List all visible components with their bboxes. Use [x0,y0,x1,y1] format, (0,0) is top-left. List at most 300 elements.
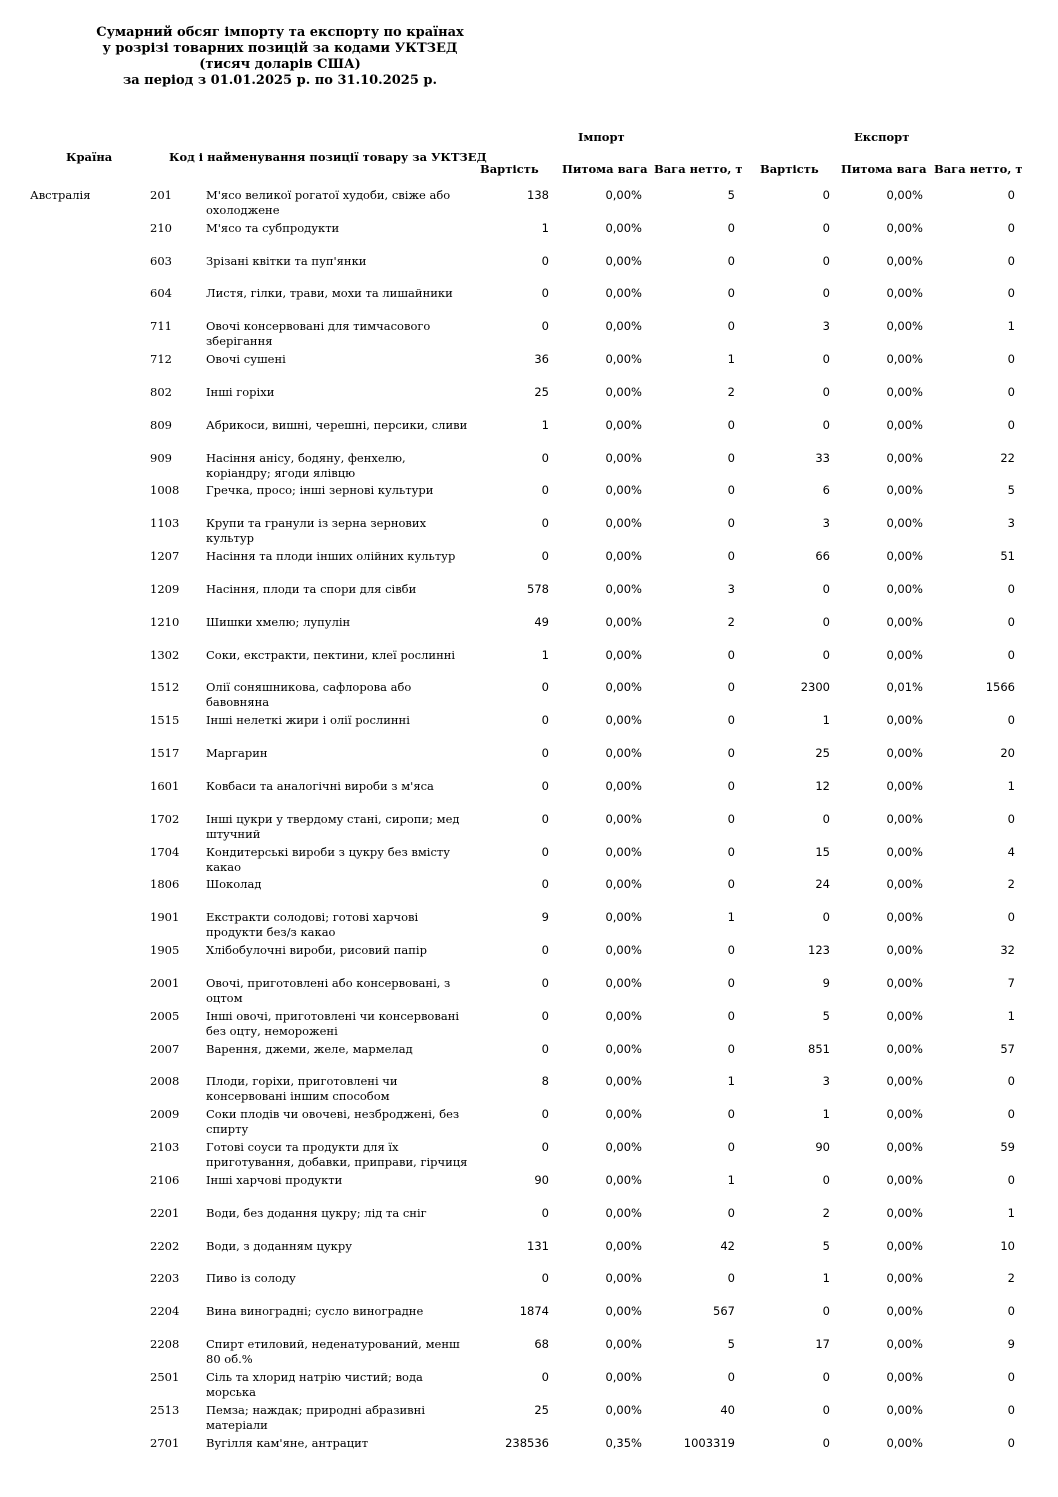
cell-export-weight: 20 [1000,746,1015,761]
cell-export-share: 0,00% [886,220,923,235]
table-row [0,711,1058,744]
cell-code: 1704 [150,844,180,859]
cell-export-value: 0 [822,1369,830,1384]
cell-country: Австралія [30,188,91,202]
cell-name: Соки плодів чи овочеві, незброджені, без спирту [206,1107,460,1137]
cell-export-share: 0,00% [886,647,923,662]
cell-import-share: 0,00% [605,680,642,695]
cell-name: Крупи та гранули із зерна зернових культур [206,516,427,546]
cell-name: Готові соуси та продукти для їх приготування, добавки, приправи, гірчиця [206,1140,468,1170]
cell-export-value: 24 [815,877,830,892]
cell-import-value: 0 [541,1008,549,1023]
cell-code: 802 [150,384,172,399]
cell-import-share: 0,00% [605,516,642,531]
cell-code: 1103 [150,516,180,531]
cell-import-share: 0,00% [605,319,642,334]
cell-import-share: 0,00% [605,1205,642,1220]
cell-import-weight: 2 [727,384,735,399]
cell-import-value: 9 [541,910,549,925]
cell-import-weight: 0 [727,1271,735,1286]
cell-import-value: 0 [541,450,549,465]
cell-export-share: 0,00% [886,450,923,465]
cell-code: 1517 [150,746,180,761]
cell-export-weight: 0 [1007,1435,1015,1450]
cell-export-share: 0,00% [886,844,923,859]
cell-import-value: 0 [541,844,549,859]
cell-code: 1601 [150,778,180,793]
cell-name: Овочі консервовані для тимчасового зберігання [206,319,431,349]
cell-export-weight: 1 [1007,319,1015,334]
cell-name: Хлібобулочні вироби, рисовий папір [206,943,427,958]
cell-export-weight: 0 [1007,1304,1015,1319]
cell-export-weight: 0 [1007,1369,1015,1384]
cell-import-share: 0,00% [605,844,642,859]
cell-export-share: 0,00% [886,1041,923,1056]
cell-import-weight: 0 [727,1205,735,1220]
cell-name: Плоди, горіхи, приготовлені чи консервовані іншим способом [206,1074,398,1104]
cell-import-share: 0,00% [605,286,642,301]
cell-export-share: 0,01% [886,680,923,695]
cell-name: Спирт етиловий, неденатурований, менш 80 об.% [206,1337,460,1367]
cell-export-weight: 0 [1007,647,1015,662]
table-row [0,219,1058,252]
cell-import-share: 0,00% [605,1140,642,1155]
cell-export-value: 0 [822,384,830,399]
header-export-value: Вартість [760,162,819,176]
cell-import-value: 1 [541,417,549,432]
cell-export-value: 0 [822,352,830,367]
cell-name: М'ясо та субпродукти [206,220,340,235]
cell-export-share: 0,00% [886,352,923,367]
cell-import-share: 0,00% [605,746,642,761]
cell-export-value: 90 [815,1140,830,1155]
cell-code: 2009 [150,1107,180,1122]
cell-import-weight: 0 [727,549,735,564]
header-export-share: Питома вага [841,162,927,176]
cell-code: 809 [150,417,172,432]
cell-import-share: 0,00% [605,352,642,367]
cell-name: Насіння та плоди інших олійних культур [206,549,456,564]
cell-code: 2701 [150,1435,180,1450]
cell-code: 2203 [150,1271,180,1286]
cell-import-weight: 0 [727,220,735,235]
cell-import-value: 49 [534,614,549,629]
cell-export-share: 0,00% [886,811,923,826]
cell-export-weight: 5 [1007,483,1015,498]
cell-name: Олії соняшникова, сафлорова або бавовняна [206,680,412,710]
cell-code: 1702 [150,811,180,826]
cell-name: Вугілля кам'яне, антрацит [206,1435,369,1450]
table-row [0,810,1058,843]
cell-name: Зрізані квітки та пуп'янки [206,253,367,268]
cell-import-weight: 0 [727,450,735,465]
cell-import-value: 90 [534,1172,549,1187]
cell-name: М'ясо великої рогатої худоби, свіже або охолоджене [206,188,451,217]
title-line-4: за період з 01.01.2025 р. по 31.10.2025 р. [122,73,438,88]
cell-code: 201 [150,188,172,202]
cell-export-weight: 51 [1000,549,1015,564]
cell-code: 2204 [150,1304,180,1319]
table-row [0,875,1058,908]
cell-export-value: 0 [822,253,830,268]
cell-import-share: 0,00% [605,1304,642,1319]
cell-export-value: 33 [815,450,830,465]
header-code-name: Код і найменування позиції товару за УКТЗЕД [169,150,487,164]
cell-export-value: 0 [822,647,830,662]
cell-import-value: 0 [541,253,549,268]
cell-code: 1008 [150,483,180,498]
cell-code: 2202 [150,1238,180,1253]
cell-import-share: 0,00% [605,1402,642,1417]
cell-import-weight: 2 [727,614,735,629]
cell-export-value: 5 [822,1238,830,1253]
cell-import-value: 0 [541,943,549,958]
cell-import-value: 1874 [519,1304,549,1319]
cell-code: 2208 [150,1337,180,1352]
cell-import-share: 0,00% [605,1369,642,1384]
table-row [0,252,1058,285]
cell-import-weight: 1 [727,1172,735,1187]
cell-export-weight: 3 [1007,516,1015,531]
cell-import-share: 0,00% [605,417,642,432]
cell-code: 1806 [150,877,180,892]
table-row [0,1040,1058,1073]
cell-import-share: 0,00% [605,778,642,793]
cell-name: Екстракти солодові; готові харчові продукти без/з какао [206,910,419,940]
table-row [0,744,1058,777]
table-row [0,284,1058,317]
cell-export-value: 0 [822,1304,830,1319]
cell-name: Соки, екстракти, пектини, клеї рослинні [206,647,456,662]
table-row [0,1434,1058,1467]
cell-code: 712 [150,352,172,367]
cell-export-share: 0,00% [886,910,923,925]
table-row [0,1237,1058,1270]
cell-export-value: 1 [822,1107,830,1122]
cell-export-share: 0,00% [886,188,923,202]
cell-export-value: 0 [822,417,830,432]
cell-export-share: 0,00% [886,1337,923,1352]
header-import-weight: Вага нетто, т [654,162,743,176]
header-export-weight: Вага нетто, т [934,162,1023,176]
cell-export-value: 0 [822,1172,830,1187]
cell-export-share: 0,00% [886,1304,923,1319]
cell-import-value: 0 [541,1107,549,1122]
cell-export-weight: 1566 [985,680,1015,695]
cell-import-share: 0,00% [605,220,642,235]
table-row [0,1105,1058,1138]
cell-export-share: 0,00% [886,1074,923,1089]
cell-name: Абрикоси, вишні, черешні, персики, сливи [206,417,468,432]
cell-code: 1210 [150,614,180,629]
cell-import-weight: 0 [727,943,735,958]
cell-name: Овочі, приготовлені або консервовані, з оцтом [206,975,451,1005]
cell-import-weight: 1003319 [683,1435,735,1450]
cell-code: 1905 [150,943,180,958]
cell-import-value: 578 [527,581,549,596]
cell-export-weight: 32 [1000,943,1015,958]
cell-export-share: 0,00% [886,1435,923,1450]
cell-export-value: 0 [822,1402,830,1417]
cell-code: 2201 [150,1205,180,1220]
header-import: Імпорт [578,130,625,144]
cell-export-value: 0 [822,910,830,925]
cell-import-weight: 0 [727,1140,735,1155]
cell-import-value: 0 [541,1271,549,1286]
title-line-2: у розрізі товарних позицій за кодами УКТЗЕД [102,41,458,56]
cell-export-value: 0 [822,220,830,235]
cell-import-share: 0,00% [605,1172,642,1187]
cell-import-value: 238536 [505,1435,549,1450]
header-import-value: Вартість [480,162,539,176]
cell-export-share: 0,00% [886,1140,923,1155]
cell-name: Маргарин [206,746,268,761]
cell-export-weight: 0 [1007,1402,1015,1417]
cell-import-value: 25 [534,1402,549,1417]
cell-export-value: 123 [808,943,830,958]
cell-export-value: 9 [822,975,830,990]
table-row [0,1007,1058,1040]
cell-export-value: 1 [822,713,830,728]
cell-export-share: 0,00% [886,286,923,301]
cell-import-value: 0 [541,1140,549,1155]
cell-export-weight: 0 [1007,713,1015,728]
cell-export-share: 0,00% [886,1369,923,1384]
cell-import-weight: 5 [727,1337,735,1352]
cell-export-weight: 0 [1007,811,1015,826]
cell-export-weight: 4 [1007,844,1015,859]
table-row [0,350,1058,383]
cell-import-value: 1 [541,220,549,235]
cell-export-value: 1 [822,1271,830,1286]
cell-import-value: 1 [541,647,549,662]
cell-import-share: 0,00% [605,647,642,662]
cell-code: 1209 [150,581,180,596]
cell-import-weight: 1 [727,1074,735,1089]
cell-import-value: 0 [541,778,549,793]
table-row [0,1204,1058,1237]
cell-import-weight: 1 [727,352,735,367]
cell-import-value: 25 [534,384,549,399]
cell-export-share: 0,00% [886,1008,923,1023]
cell-export-weight: 9 [1007,1337,1015,1352]
cell-export-share: 0,00% [886,581,923,596]
table-row [0,317,1058,350]
cell-export-share: 0,00% [886,1238,923,1253]
cell-import-weight: 0 [727,1107,735,1122]
table-row [0,974,1058,1007]
cell-import-value: 36 [534,352,549,367]
cell-name: Кондитерські вироби з цукру без вмісту какао [206,844,451,874]
cell-import-share: 0,00% [605,483,642,498]
cell-import-share: 0,00% [605,614,642,629]
cell-import-share: 0,00% [605,910,642,925]
cell-export-weight: 22 [1000,450,1015,465]
cell-export-value: 0 [822,188,830,202]
cell-import-weight: 0 [727,713,735,728]
cell-export-value: 3 [822,319,830,334]
cell-import-share: 0,00% [605,253,642,268]
cell-export-value: 25 [815,746,830,761]
cell-export-weight: 0 [1007,286,1015,301]
cell-name: Насіння анісу, бодяну, фенхелю, коріандру; ягоди ялівцю [206,450,406,480]
cell-export-share: 0,00% [886,483,923,498]
table-row [0,514,1058,547]
cell-export-value: 17 [815,1337,830,1352]
cell-name: Води, без додання цукру; лід та сніг [206,1205,427,1220]
table-row [0,416,1058,449]
cell-import-weight: 0 [727,647,735,662]
cell-import-value: 131 [527,1238,549,1253]
cell-name: Вина виноградні; сусло виноградне [206,1304,424,1319]
cell-import-weight: 5 [727,188,735,202]
cell-import-share: 0,00% [605,943,642,958]
cell-code: 1515 [150,713,180,728]
table-row [0,383,1058,416]
cell-export-share: 0,00% [886,746,923,761]
cell-import-value: 0 [541,680,549,695]
cell-export-value: 3 [822,1074,830,1089]
cell-export-weight: 0 [1007,253,1015,268]
cell-export-value: 0 [822,286,830,301]
cell-export-share: 0,00% [886,549,923,564]
cell-import-weight: 0 [727,877,735,892]
cell-export-share: 0,00% [886,1107,923,1122]
cell-code: 2001 [150,975,180,990]
cell-name: Насіння, плоди та спори для сівби [206,581,417,596]
cell-export-weight: 59 [1000,1140,1015,1155]
table-row [0,580,1058,613]
cell-export-share: 0,00% [886,253,923,268]
cell-import-share: 0,00% [605,1107,642,1122]
cell-import-weight: 0 [727,253,735,268]
cell-name: Інші горіхи [206,384,275,399]
cell-import-share: 0,00% [605,549,642,564]
cell-name: Шишки хмелю; лупулін [206,614,351,629]
cell-export-value: 0 [822,614,830,629]
cell-import-value: 0 [541,286,549,301]
cell-import-share: 0,00% [605,384,642,399]
cell-import-value: 0 [541,319,549,334]
cell-export-weight: 1 [1007,1008,1015,1023]
cell-import-weight: 0 [727,516,735,531]
cell-export-weight: 2 [1007,877,1015,892]
title-line-3: (тисяч доларів США) [199,57,361,72]
cell-import-weight: 0 [727,975,735,990]
table-row [0,941,1058,974]
cell-import-share: 0,00% [605,713,642,728]
cell-import-value: 0 [541,811,549,826]
cell-import-share: 0,00% [605,1041,642,1056]
cell-code: 2007 [150,1041,180,1056]
table-row [0,1302,1058,1335]
cell-import-value: 0 [541,549,549,564]
cell-export-value: 851 [808,1041,830,1056]
cell-export-value: 2300 [800,680,830,695]
cell-export-share: 0,00% [886,384,923,399]
cell-code: 1302 [150,647,180,662]
cell-code: 210 [150,220,172,235]
cell-export-share: 0,00% [886,516,923,531]
cell-name: Пиво із солоду [206,1271,296,1286]
table-row [0,1072,1058,1105]
cell-import-weight: 0 [727,680,735,695]
cell-export-weight: 0 [1007,352,1015,367]
table-row [0,613,1058,646]
cell-import-weight: 0 [727,811,735,826]
cell-code: 604 [150,286,172,301]
table-row [0,908,1058,941]
cell-import-share: 0,00% [605,1238,642,1253]
cell-export-value: 15 [815,844,830,859]
cell-export-value: 12 [815,778,830,793]
cell-export-weight: 2 [1007,1271,1015,1286]
table-row [0,843,1058,876]
header-export: Експорт [854,130,910,144]
cell-name: Води, з доданням цукру [206,1238,352,1253]
cell-name: Інші нелеткі жири і олії рослинні [206,713,410,728]
cell-import-value: 0 [541,746,549,761]
cell-name: Інші цукри у твердому стані, сиропи; мед штучний [206,811,460,841]
cell-export-share: 0,00% [886,1402,923,1417]
cell-import-value: 0 [541,1041,549,1056]
cell-code: 2008 [150,1074,180,1089]
cell-import-share: 0,00% [605,877,642,892]
table-row [0,646,1058,679]
cell-import-share: 0,00% [605,450,642,465]
cell-export-weight: 57 [1000,1041,1015,1056]
cell-import-value: 0 [541,975,549,990]
cell-import-weight: 0 [727,286,735,301]
cell-import-weight: 0 [727,1008,735,1023]
cell-export-weight: 10 [1000,1238,1015,1253]
cell-export-weight: 0 [1007,581,1015,596]
cell-code: 909 [150,450,172,465]
cell-code: 603 [150,253,172,268]
cell-import-weight: 1 [727,910,735,925]
cell-export-share: 0,00% [886,417,923,432]
cell-export-weight: 0 [1007,417,1015,432]
cell-name: Ковбаси та аналогічні вироби з м'яса [206,778,434,793]
title-line-1: Сумарний обсяг імпорту та експорту по країнах [96,25,464,40]
cell-import-weight: 567 [713,1304,735,1319]
header-import-share: Питома вага [562,162,648,176]
cell-export-share: 0,00% [886,778,923,793]
cell-code: 1207 [150,549,180,564]
cell-import-value: 0 [541,877,549,892]
cell-name: Інші харчові продукти [206,1172,343,1187]
cell-name: Сіль та хлорид натрію чистий; вода морська [206,1369,423,1399]
cell-import-share: 0,00% [605,1074,642,1089]
cell-export-value: 0 [822,1435,830,1450]
cell-export-value: 5 [822,1008,830,1023]
cell-import-value: 68 [534,1337,549,1352]
cell-import-weight: 0 [727,319,735,334]
cell-import-value: 0 [541,1369,549,1384]
cell-export-value: 2 [822,1205,830,1220]
cell-export-value: 0 [822,811,830,826]
cell-export-weight: 0 [1007,220,1015,235]
table-row [0,1138,1058,1171]
table-row [0,1335,1058,1368]
cell-import-share: 0,00% [605,1008,642,1023]
cell-import-weight: 0 [727,778,735,793]
table-row [0,547,1058,580]
cell-import-weight: 0 [727,417,735,432]
table-row [0,1269,1058,1302]
cell-import-share: 0,35% [605,1435,642,1450]
cell-code: 2103 [150,1140,180,1155]
